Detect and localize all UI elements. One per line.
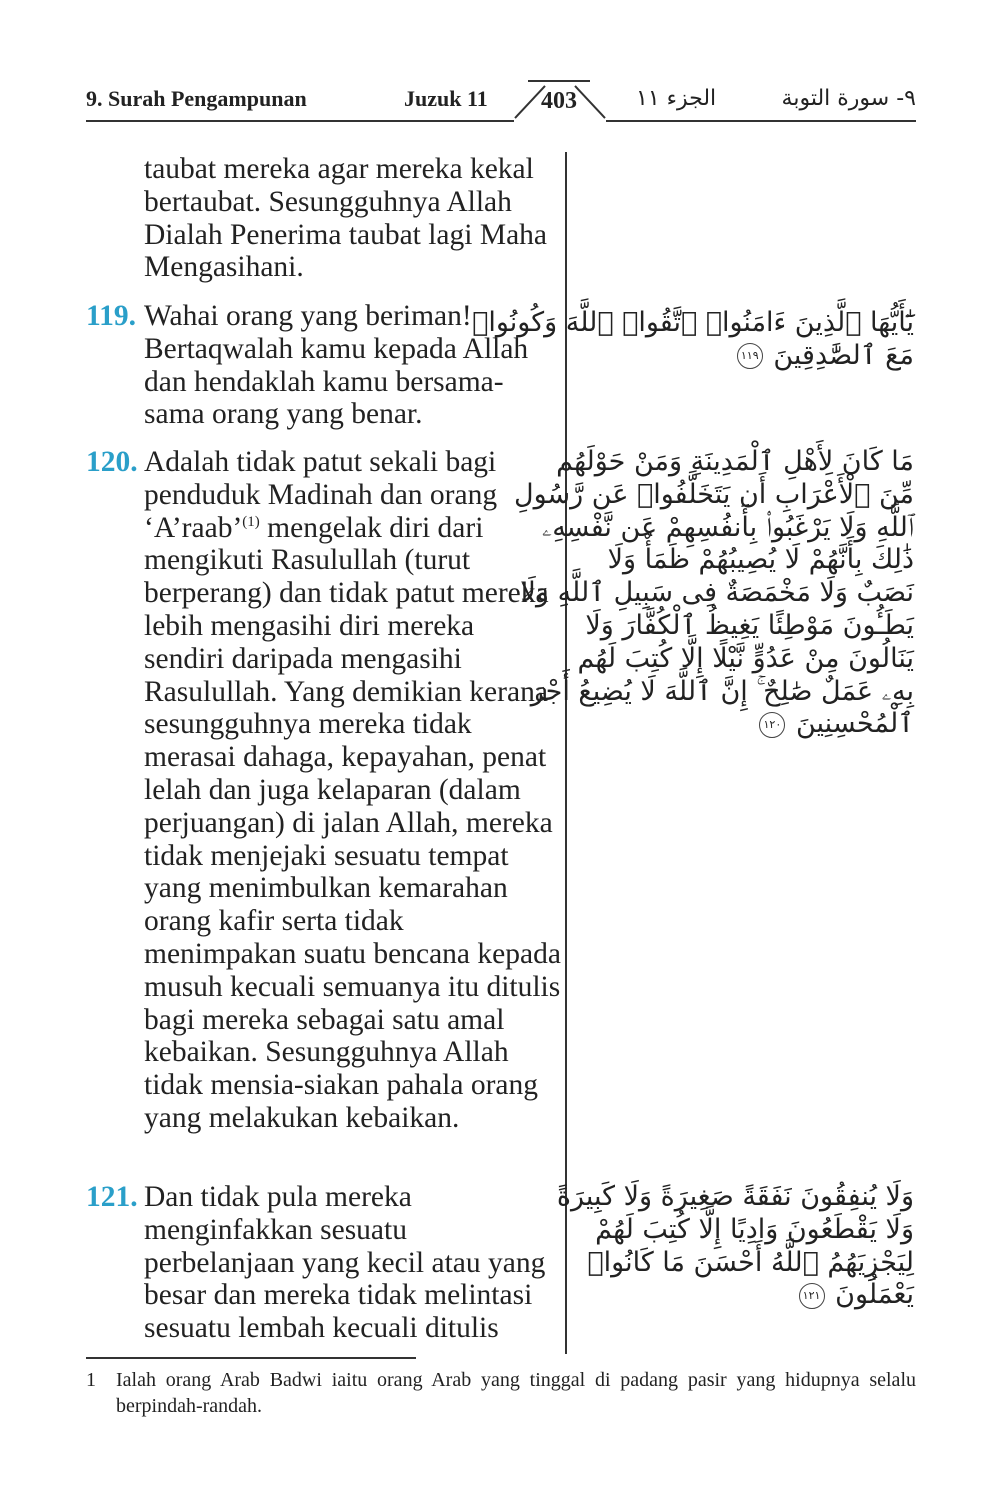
ayah-marker-icon: ١٢١ bbox=[799, 1283, 825, 1309]
verse-number: 121. bbox=[86, 1181, 138, 1213]
page-header bbox=[0, 0, 1000, 130]
arabic-line bbox=[594, 708, 914, 741]
arabic-line: ذَٰلِكَ بِأَنَّهُمْ لَا يُصِيبُهُمْ ظَمَأٌ وَلَا bbox=[607, 544, 914, 576]
arabic-line: ٱللَّهِ وَلَا يَرْغَبُوا۟ بِأَنفُسِهِمْ عَن نَّفْسِهِۦ bbox=[541, 511, 914, 543]
verse-121-translation bbox=[86, 1181, 561, 1345]
arabic-line: مِّنَ ٱلْأَعْرَابِ أَن يَتَخَلَّفُوا۟ عَن رَّسُولِ bbox=[513, 478, 914, 510]
arabic-line: لِيَجْزِيَهُمُ ٱللَّهُ أَحْسَنَ مَا كَانُوا۟ bbox=[587, 1246, 914, 1278]
header-tab-top bbox=[528, 80, 590, 82]
verse-text bbox=[144, 446, 561, 1135]
arabic-line: وَلَا يُنفِقُونَ نَفَقَةً صَغِيرَةً وَلَا كَبِيرَةً bbox=[556, 1181, 914, 1212]
verse-number: 119. bbox=[86, 300, 136, 332]
header-rule-right bbox=[606, 120, 916, 122]
juzuk-label: Juzuk 11 bbox=[404, 86, 488, 111]
arabic-line-text: يَعْمَلُونَ bbox=[835, 1279, 914, 1311]
arabic-line-text: ٱلْمُحْسِنِينَ bbox=[795, 708, 914, 740]
intro-text: taubat mereka agar mereka kekal bertaubat. Sesungguhnya Allah Dialah Penerima taubat lagi Maha Mengasihani. bbox=[144, 153, 548, 284]
footnote-rule bbox=[86, 1357, 416, 1359]
intro-paragraph bbox=[86, 153, 561, 284]
verse-number: 120. bbox=[86, 446, 138, 478]
verse-text: Dan tidak pula mereka menginfakkan sesuatu perbelanjaan yang kecil atau yang besar dan mereka tidak melintasi sesuatu lembah kecuali ditulis bbox=[144, 1181, 546, 1345]
arabic-line: وَلَا يَقْطَعُونَ وَادِيًا إِلَّا كُتِبَ لَهُمْ bbox=[595, 1213, 914, 1245]
arabic-line-text: مَعَ ٱلصَّٰدِقِينَ bbox=[773, 339, 914, 371]
verse-120-translation bbox=[86, 446, 561, 1135]
page-number: 403 bbox=[541, 88, 577, 114]
verse-121-arabic bbox=[556, 1181, 914, 1312]
footnote-ref[interactable]: (1) bbox=[242, 513, 260, 530]
verse-text-part-2: mengelak diri dari mengikuti Rasulullah (turut berperang) dan tidak patut mereka lebih mengasihi diri mereka sendiri daripada mengasihi Rasulullah. Yang demikian kerana sesungguhnya mereka tidak merasai dahaga, kepayahan, penat lelah dan juga kelaparan (dalam perjuangan) di jalan Allah, mereka tidak menjejaki sesuatu tempat yang menimbulkan kemarahan orang kafir serta tidak menimpakan suatu bencana kepada musuh kecuali semuanya itu ditulis bagi mereka sebagai satu amal kebaikan. Sesungguhnya Allah tidak mensia-siakan pahala orang yang melakukan kebaikan. bbox=[144, 511, 561, 1134]
surah-title: 9. Surah Pengampunan bbox=[86, 86, 307, 111]
arabic-surah-title: ٩- سورة التوبة bbox=[781, 86, 916, 111]
arabic-line bbox=[594, 1279, 914, 1312]
ayah-marker-icon: ١٢٠ bbox=[759, 712, 785, 738]
header-rule-left bbox=[86, 120, 514, 122]
footnote bbox=[86, 1367, 916, 1419]
verse-text: Wahai orang yang beriman! Bertaqwalah kamu kepada Allah dan hendaklah kamu bersama-sama orang yang benar. bbox=[144, 300, 529, 431]
arabic-line bbox=[594, 340, 914, 373]
verse-120-arabic bbox=[513, 446, 914, 741]
arabic-line: يَنَالُونَ مِنْ عَدُوٍّ نَّيْلًا إِلَّا كُتِبَ لَهُم bbox=[577, 642, 914, 674]
arabic-line: يَطَـُٔونَ مَوْطِئًا يَغِيظُ ٱلْكُفَّارَ وَلَا bbox=[585, 609, 914, 641]
verse-119-arabic bbox=[472, 307, 914, 373]
arabic-juz-label: الجزء ١١ bbox=[636, 86, 717, 111]
footnote-text: Ialah orang Arab Badwi iaitu orang Arab yang tinggal di padang pasir yang hidupnya selalu berpindah-randah. bbox=[116, 1369, 916, 1417]
arabic-line: يَٰٓأَيُّهَا ٱلَّذِينَ ءَامَنُوا۟ ٱتَّقُوا۟ ٱللَّهَ وَكُونُوا۟ bbox=[472, 307, 914, 338]
arabic-line: نَصَبٌ وَلَا مَخْمَصَةٌ فِى سَبِيلِ ٱللَّهِ وَلَا bbox=[520, 577, 914, 609]
arabic-line: مَا كَانَ لِأَهْلِ ٱلْمَدِينَةِ وَمَنْ حَوْلَهُم bbox=[556, 446, 914, 477]
arabic-line: بِهِۦ عَمَلٌ صَٰلِحٌ ۚ إِنَّ ٱللَّهَ لَا يُضِيعُ أَجْرَ bbox=[530, 675, 914, 707]
verse-text-part-1: Adalah tidak patut sekali bagi penduduk Madinah dan orang ‘A’raab’ bbox=[144, 446, 498, 544]
ayah-marker-icon: ١١٩ bbox=[737, 343, 763, 369]
footnote-number: 1 bbox=[86, 1369, 96, 1391]
